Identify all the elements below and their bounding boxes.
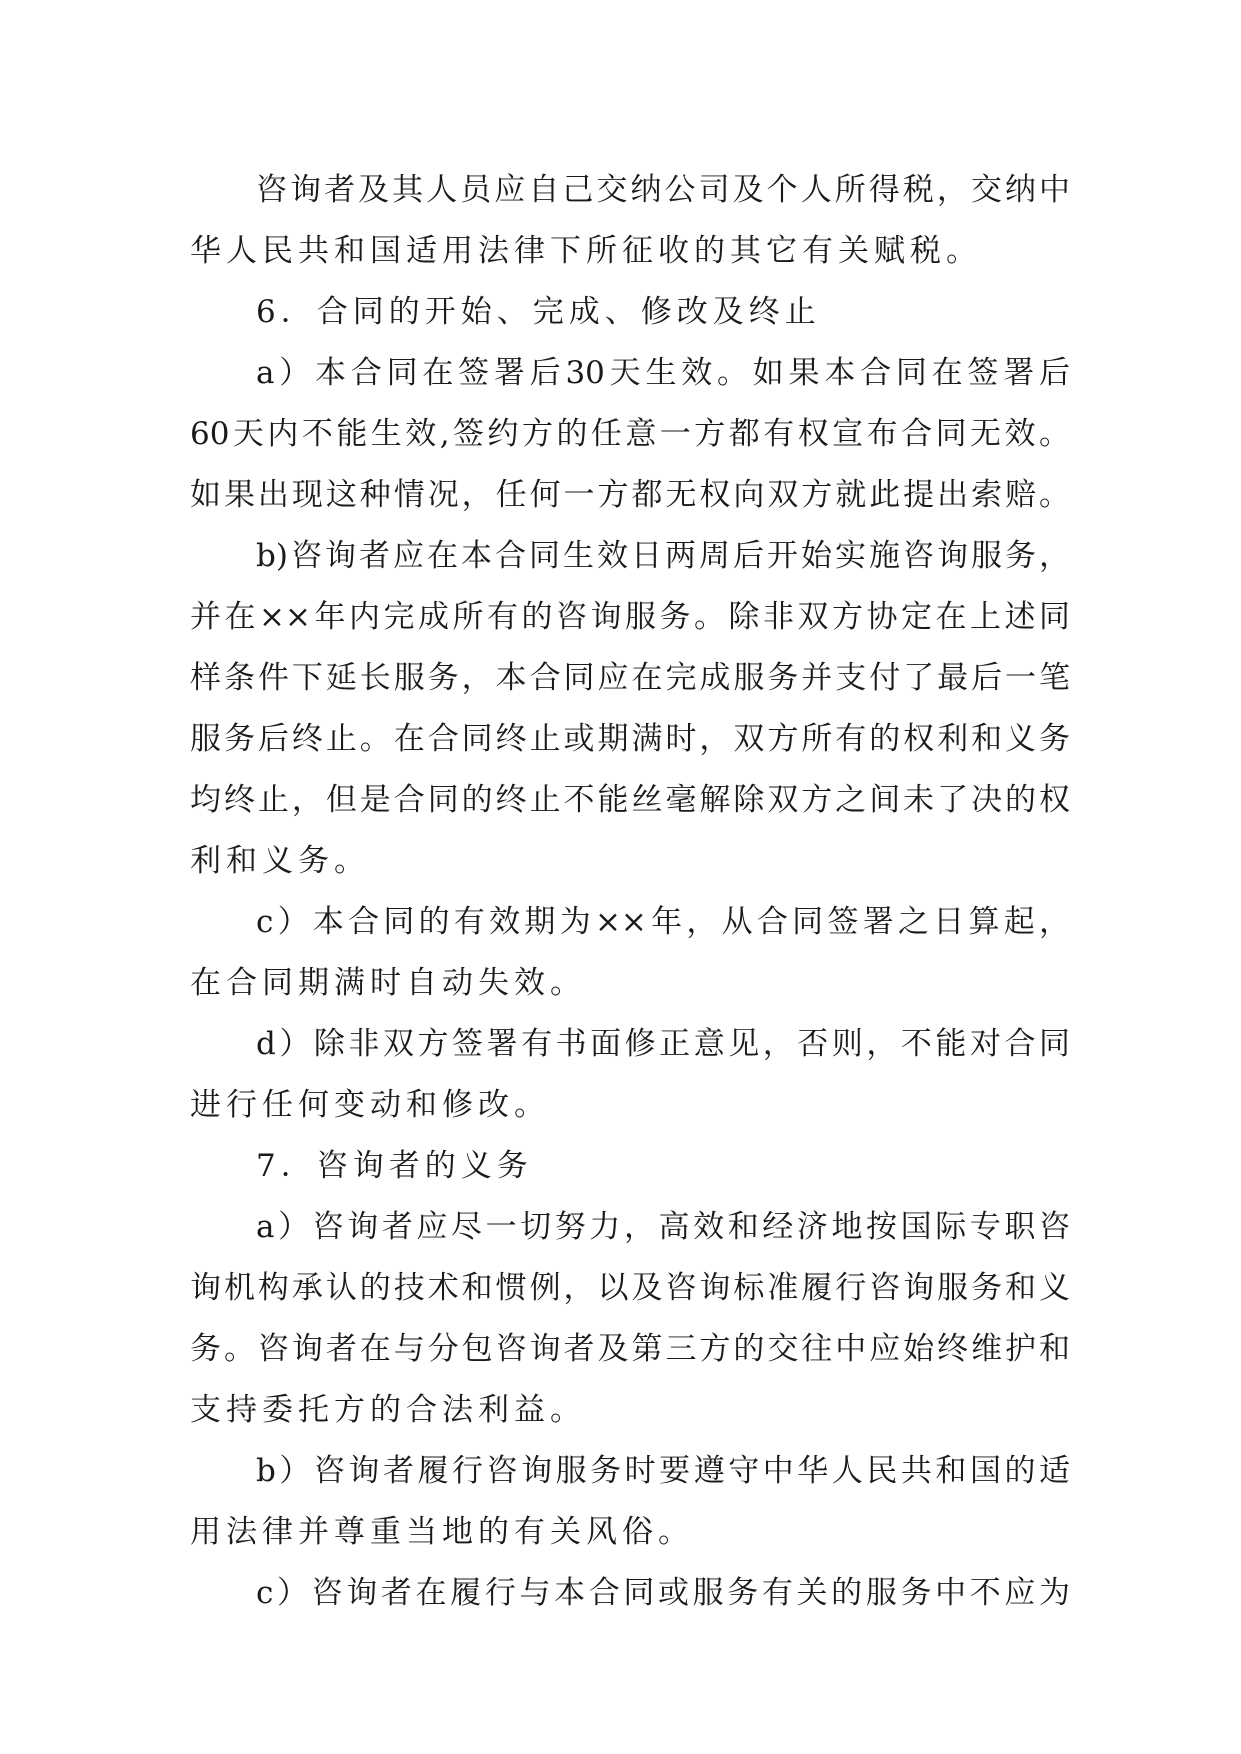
text-line: b)咨询者应在本合同生效日两周后开始实施咨询服务， [256,538,1070,574]
text-line: a）本合同在签署后30天生效。如果本合同在签署后 [256,355,1070,391]
text-line: 咨询者及其人员应自己交纳公司及个人所得税，交纳中 [256,172,1070,208]
text-line: 利和义务。 [190,843,370,879]
document-body [190,160,1070,1624]
text-line: 如果出现这种情况，任何一方都无权向双方就此提出索赔。 [190,477,1070,513]
text-line: b）咨询者履行咨询服务时要遵守中华人民共和国的适 [256,1453,1070,1489]
text-line: 并在××年内完成所有的咨询服务。除非双方协定在上述同 [190,599,1070,635]
text-line: 进行任何变动和修改。 [190,1087,550,1123]
text-line: 均终止，但是合同的终止不能丝毫解除双方之间未了决的权 [190,782,1070,818]
text-line: 询机构承认的技术和惯例，以及咨询标准履行咨询服务和义 [190,1270,1070,1306]
section-heading: 7．咨询者的义务 [256,1148,533,1184]
text-line: c）咨询者在履行与本合同或服务有关的服务中不应为 [256,1575,1070,1611]
text-line: 务。咨询者在与分包咨询者及第三方的交往中应始终维护和 [190,1331,1070,1367]
text-line: 支持委托方的合法利益。 [190,1392,586,1428]
text-line: a）咨询者应尽一切努力，高效和经济地按国际专职咨 [256,1209,1070,1245]
text-line: d）除非双方签署有书面修正意见，否则，不能对合同 [256,1026,1070,1062]
text-line: 服务后终止。在合同终止或期满时，双方所有的权利和义务 [190,721,1070,757]
section-heading: 6．合同的开始、完成、修改及终止 [256,294,821,330]
text-line: 华人民共和国适用法律下所征收的其它有关赋税。 [190,233,982,269]
text-line: 在合同期满时自动失效。 [190,965,586,1001]
text-line: 用法律并尊重当地的有关风俗。 [190,1514,694,1550]
text-line: 60天内不能生效,签约方的任意一方都有权宣布合同无效。 [190,416,1070,452]
text-line: c）本合同的有效期为××年，从合同签署之日算起， [256,904,1070,940]
text-line: 样条件下延长服务，本合同应在完成服务并支付了最后一笔 [190,660,1070,696]
